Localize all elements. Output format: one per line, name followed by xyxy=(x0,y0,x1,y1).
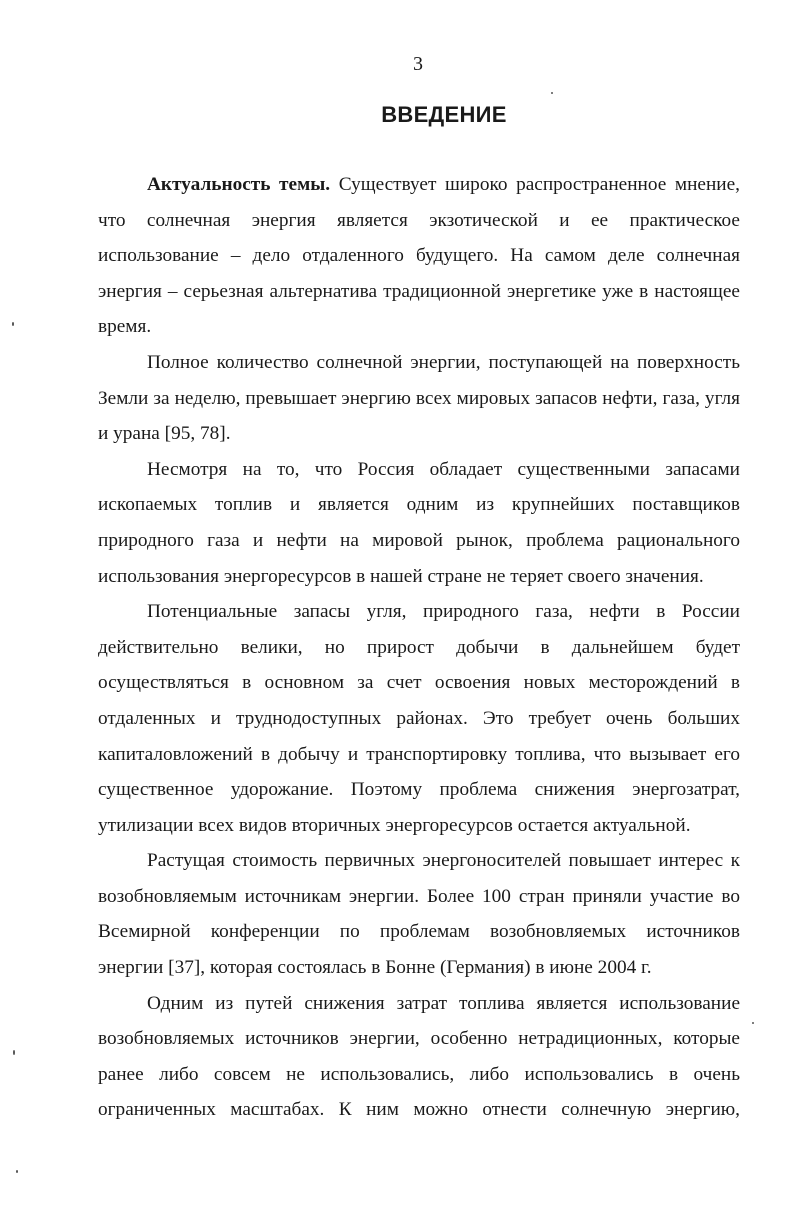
paragraph-line: и урана [95, 78]. xyxy=(98,423,231,445)
paragraph-line: утилизации всех видов вторичных энергоресурсов остается актуальной. xyxy=(98,814,691,836)
paragraph-line: использование – дело отдаленного будущего. На самом деле солнечная xyxy=(98,245,740,267)
paragraph-line: ограниченных масштабах. К ним можно отнести солнечную энергию, xyxy=(98,1099,740,1121)
paragraph-line: ранее либо совсем не использовались, либо использовались в очень xyxy=(98,1063,740,1085)
paragraph-line: отдаленных и труднодоступных районах. Это требует очень больших xyxy=(98,707,740,729)
paragraph-renewables xyxy=(98,986,740,1128)
paragraph-line: время. xyxy=(98,316,152,338)
body-text xyxy=(98,167,740,1128)
paragraph-line: энергия – серьезная альтернатива традиционной энергетике уже в настоящее xyxy=(98,280,740,302)
paragraph-line: Потенциальные запасы угля, природного газа, нефти в России xyxy=(147,601,740,623)
paragraph-line: Растущая стоимость первичных энергоносителей повышает интерес к xyxy=(147,850,740,872)
paragraph-line: Несмотря на то, что Россия обладает существенными запасами xyxy=(147,458,740,480)
paragraph-line: Одним из путей снижения затрат топлива является использование xyxy=(147,992,740,1014)
paragraph-solar-amount xyxy=(98,345,740,452)
paragraph-russia-reserves xyxy=(98,452,740,594)
paragraph-line: природного газа и нефти на мировой рынок, проблема рационального xyxy=(98,529,740,551)
paragraph-line: возобновляемых источников энергии, особенно нетрадиционных, которые xyxy=(98,1028,740,1050)
paragraph-lead: Актуальность темы. xyxy=(147,174,331,195)
section-heading: ВВЕДЕНИЕ xyxy=(381,102,507,127)
paragraph-line: Полное количество солнечной энергии, поступающей на поверхность xyxy=(147,351,740,373)
paragraph-line: Земли за неделю, превышает энергию всех мировых запасов нефти, газа, угля xyxy=(98,387,740,409)
paragraph-potential-reserves xyxy=(98,594,740,843)
paragraph-line: возобновляемым источникам энергии. Более 100 стран приняли участие во xyxy=(98,885,740,907)
page-number: 3 xyxy=(413,53,423,75)
paragraph-line: действительно велики, но прирост добычи в дальнейшем будет xyxy=(98,636,740,658)
paragraph-line: Всемирной конференции по проблемам возобновляемых источников xyxy=(98,921,740,943)
paragraph-line: ископаемых топлив и является одним из крупнейших поставщиков xyxy=(98,494,740,516)
paragraph-line: энергии [37], которая состоялась в Бонне (Германия) в июне 2004 г. xyxy=(98,957,652,979)
scan-speck xyxy=(12,322,14,326)
scan-speck xyxy=(551,92,553,94)
paragraph-line: Актуальность темы. Существует широко распространенное мнение, xyxy=(147,174,741,195)
paragraph-rising-cost xyxy=(98,843,740,985)
paragraph-line: использования энергоресурсов в нашей стране не теряет своего значения. xyxy=(98,565,704,587)
scan-speck xyxy=(16,1170,18,1173)
paragraph-line: что солнечная энергия является экзотической и ее практическое xyxy=(98,209,740,231)
paragraph-line: осуществляться в основном за счет освоения новых месторождений в xyxy=(98,672,740,694)
scan-speck xyxy=(752,1022,754,1024)
paragraph-line: существенное удорожание. Поэтому проблема снижения энергозатрат, xyxy=(98,779,740,801)
paragraph-line: капиталовложений в добычу и транспортировку топлива, что вызывает его xyxy=(98,743,740,765)
scan-speck xyxy=(13,1050,15,1055)
paragraph-relevance xyxy=(98,167,740,345)
